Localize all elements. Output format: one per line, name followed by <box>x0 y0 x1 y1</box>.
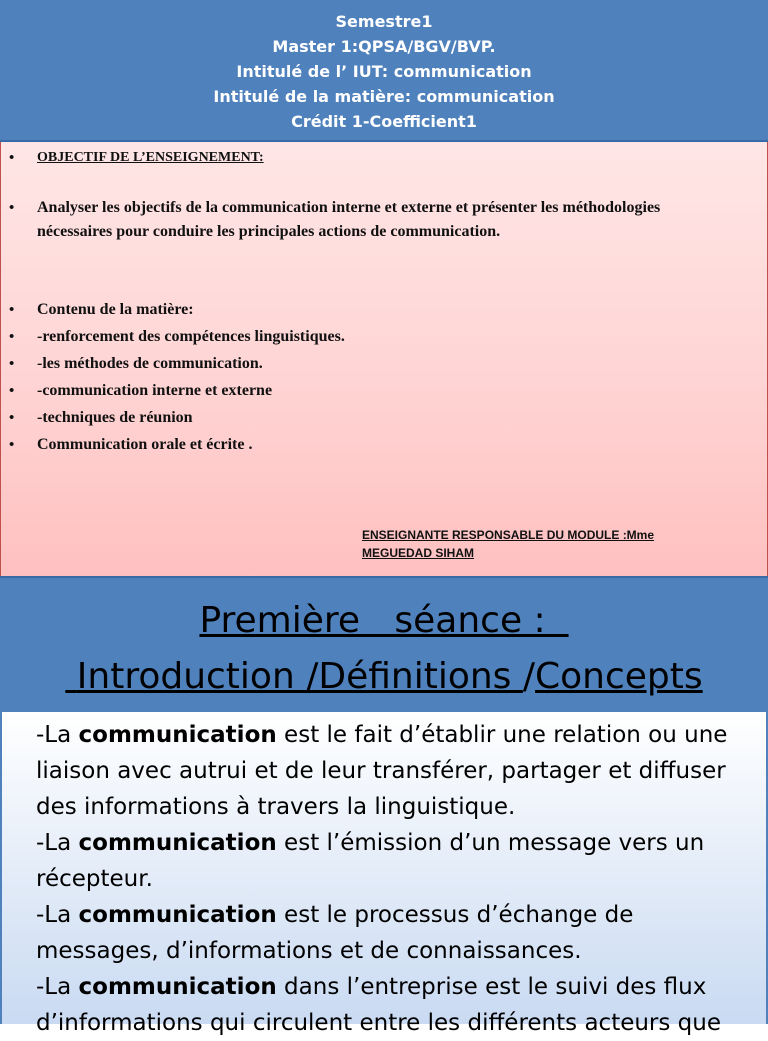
subtitle-part2: Concepts <box>535 656 703 697</box>
definition-text: dans l’entreprise est le suivi des flux d’informations qui circulent entre les différents acteurs que <box>36 974 722 1036</box>
header-subject-title: Intitulé de la matière: communication <box>213 87 555 106</box>
content-item: -communication interne et externe <box>37 382 273 399</box>
header-credit: Crédit 1-Coefficient1 <box>291 112 477 131</box>
definition-prefix: -La <box>36 722 79 748</box>
bullet: • <box>9 150 15 166</box>
session-subtitle <box>0 654 768 700</box>
definition-keyword: communication <box>78 902 277 928</box>
definition-text: est le fait d’établir une relation ou une liaison avec autrui et de leur transférer, partager et diffuser des informations à travers la linguistique. <box>36 722 728 820</box>
definition-keyword: communication <box>78 722 277 748</box>
definition-paragraph <box>36 717 752 825</box>
definition-prefix: -La <box>36 902 79 928</box>
header-iut-title: Intitulé de l’ IUT: communication <box>236 62 532 81</box>
bullet: • <box>9 329 15 345</box>
content-item: -les méthodes de communication. <box>37 355 263 372</box>
teacher-signature <box>362 526 682 562</box>
bullet: • <box>9 410 15 426</box>
header-master: Master 1:QPSA/BGV/BVP. <box>272 37 496 56</box>
signature-line: ENSEIGNANTE RESPONSABLE DU MODULE :Mme <box>362 528 655 542</box>
content-heading: Contenu de la matière: <box>37 301 194 318</box>
bullet: • <box>9 302 15 318</box>
signature-name: MEGUEDAD SIHAM <box>362 546 475 560</box>
content-item: -renforcement des compétences linguistiques. <box>37 328 345 345</box>
subtitle-lead <box>65 656 76 697</box>
definition-text: est l’émission d’un message vers un récepteur. <box>36 830 705 892</box>
slide1-body <box>0 142 768 576</box>
definition-text: est le processus d’échange de messages, d’informations et de connaissances. <box>36 902 634 964</box>
definition-paragraph <box>36 825 752 897</box>
subtitle-separator: / <box>522 656 536 697</box>
bullet: • <box>9 437 15 453</box>
bullet: • <box>9 356 15 372</box>
definition-keyword: communication <box>78 974 277 1000</box>
content-item: -techniques de réunion <box>37 409 193 426</box>
content-item: Communication orale et écrite . <box>37 436 253 453</box>
objective-heading: OBJECTIF DE L’ENSEIGNEMENT: <box>37 150 264 165</box>
subtitle-part1: Introduction /Définitions <box>76 656 523 697</box>
session-title: Première séance : <box>199 600 569 641</box>
bullet: • <box>9 200 15 216</box>
definition-paragraph <box>36 969 752 1041</box>
definition-keyword: communication <box>78 830 277 856</box>
objective-text: Analyser les objectifs de la communication interne et externe et présenter les méthodologies nécessaires pour conduire les principales actions de communication. <box>37 199 661 240</box>
definition-prefix: -La <box>36 830 79 856</box>
slide2-header <box>0 576 768 712</box>
slide1-header <box>0 0 768 142</box>
definition-paragraph <box>36 897 752 969</box>
slide2-body <box>0 712 768 1036</box>
definition-prefix: -La <box>36 974 79 1000</box>
bullet: • <box>9 383 15 399</box>
header-semester: Semestre1 <box>335 12 433 31</box>
